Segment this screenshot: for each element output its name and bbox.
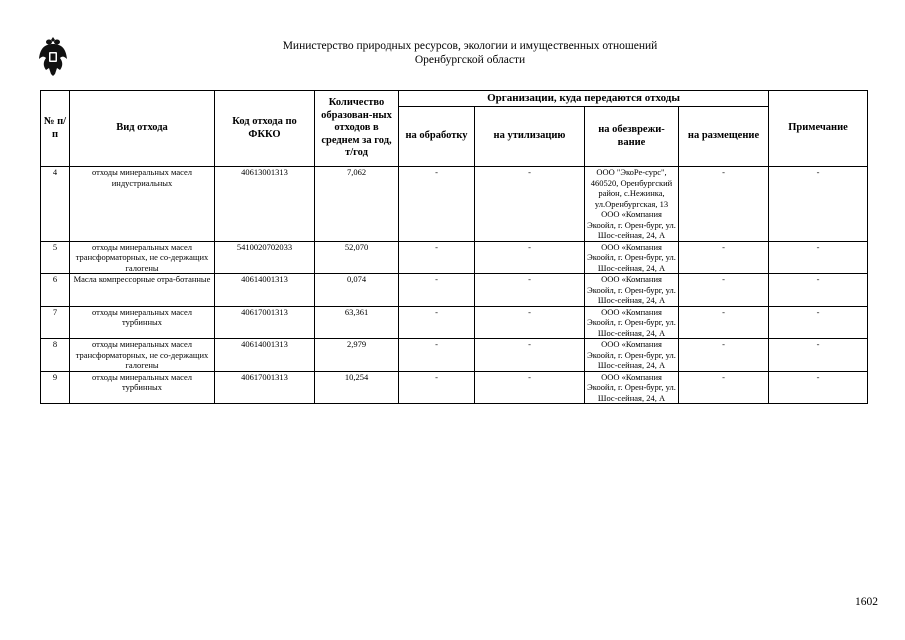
cell-type: отходы минеральных масел индустриальных — [70, 167, 215, 242]
cell-processing: - — [399, 306, 475, 339]
cell-neutralization: ООО «Компания Экоойл, г. Орен-бург, ул. Шос-сейная, 24, А — [585, 241, 679, 274]
cell-type: отходы минеральных масел турбинных — [70, 306, 215, 339]
cell-utilization: - — [475, 241, 585, 274]
cell-utilization: - — [475, 339, 585, 372]
header-processing: на обработку — [399, 107, 475, 167]
cell-placement: - — [679, 167, 769, 242]
cell-code: 40617001313 — [215, 306, 315, 339]
cell-note: - — [769, 167, 868, 242]
cell-type: отходы минеральных масел турбинных — [70, 371, 215, 404]
header-organizations: Организации, куда передаются отходы — [399, 91, 769, 107]
header-note: Примечание — [769, 91, 868, 167]
cell-note: - — [769, 371, 868, 404]
cell-num: 5 — [41, 241, 70, 274]
table-row — [41, 371, 868, 404]
page-number: 1602 — [855, 596, 878, 608]
cell-note: - — [769, 306, 868, 339]
waste-table — [40, 90, 868, 404]
header-utilization: на утилизацию — [475, 107, 585, 167]
header-quantity: Количество образован-ных отходов в среднем за год, т/год — [315, 91, 399, 167]
cell-processing: - — [399, 241, 475, 274]
cell-placement: - — [679, 339, 769, 372]
ministry-name: Министерство природных ресурсов, экологии и имущественных отношений — [282, 40, 658, 52]
cell-processing: - — [399, 371, 475, 404]
header-num: № п/п — [41, 91, 70, 167]
cell-code: 5410020702033 — [215, 241, 315, 274]
cell-qty: 63,361 — [315, 306, 399, 339]
ministry-header — [180, 39, 760, 67]
cell-utilization: - — [475, 167, 585, 242]
table-row — [41, 241, 868, 274]
cell-num: 6 — [41, 274, 70, 307]
cell-neutralization: ООО "ЭкоРе-сурс", 460520, Оренбургский район, с.Нежинка, ул.Оренбургская, 13 ООО «Компания Экоойл, г. Орен-бург, ул. Шос-сейная, 24, А — [585, 167, 679, 242]
cell-utilization: - — [475, 274, 585, 307]
cell-type: отходы минеральных масел трансформаторных, не со-держащих галогены — [70, 339, 215, 372]
cell-num: 9 — [41, 371, 70, 404]
cell-placement: - — [679, 306, 769, 339]
cell-qty: 52,070 — [315, 241, 399, 274]
header-placement: на размещение — [679, 107, 769, 167]
table-row — [41, 339, 868, 372]
cell-neutralization: ООО «Компания Экоойл, г. Орен-бург, ул. Шос-сейная, 24, А — [585, 306, 679, 339]
region-name: Оренбургской области — [414, 54, 526, 66]
cell-placement: - — [679, 241, 769, 274]
cell-type: Масла компрессорные отра-ботанные — [70, 274, 215, 307]
coat-of-arms-icon — [38, 35, 68, 77]
cell-processing: - — [399, 274, 475, 307]
cell-code: 40613001313 — [215, 167, 315, 242]
cell-note: - — [769, 241, 868, 274]
cell-qty: 7,062 — [315, 167, 399, 242]
cell-neutralization: ООО «Компания Экоойл, г. Орен-бург, ул. Шос-сейная, 24, А — [585, 339, 679, 372]
table-row — [41, 167, 868, 242]
cell-code: 40614001313 — [215, 274, 315, 307]
cell-note: - — [769, 274, 868, 307]
cell-note: - — [769, 339, 868, 372]
cell-processing: - — [399, 167, 475, 242]
header-waste-type: Вид отхода — [70, 91, 215, 167]
cell-placement: - — [679, 274, 769, 307]
cell-num: 8 — [41, 339, 70, 372]
table-row — [41, 274, 868, 307]
cell-placement: - — [679, 371, 769, 404]
cell-num: 7 — [41, 306, 70, 339]
cell-qty: 2,979 — [315, 339, 399, 372]
cell-utilization: - — [475, 371, 585, 404]
header-fkko-code: Код отхода по ФККО — [215, 91, 315, 167]
cell-processing: - — [399, 339, 475, 372]
cell-qty: 0,074 — [315, 274, 399, 307]
cell-num: 4 — [41, 167, 70, 242]
cell-code: 40614001313 — [215, 339, 315, 372]
cell-neutralization: ООО «Компания Экоойл, г. Орен-бург, ул. Шос-сейная, 24, А — [585, 371, 679, 404]
table-row — [41, 306, 868, 339]
cell-utilization: - — [475, 306, 585, 339]
header-neutralization: на обезврежи-вание — [585, 107, 679, 167]
cell-qty: 10,254 — [315, 371, 399, 404]
cell-code: 40617001313 — [215, 371, 315, 404]
cell-neutralization: ООО «Компания Экоойл, г. Орен-бург, ул. Шос-сейная, 24, А — [585, 274, 679, 307]
cell-type: отходы минеральных масел трансформаторных, не со-держащих галогены — [70, 241, 215, 274]
